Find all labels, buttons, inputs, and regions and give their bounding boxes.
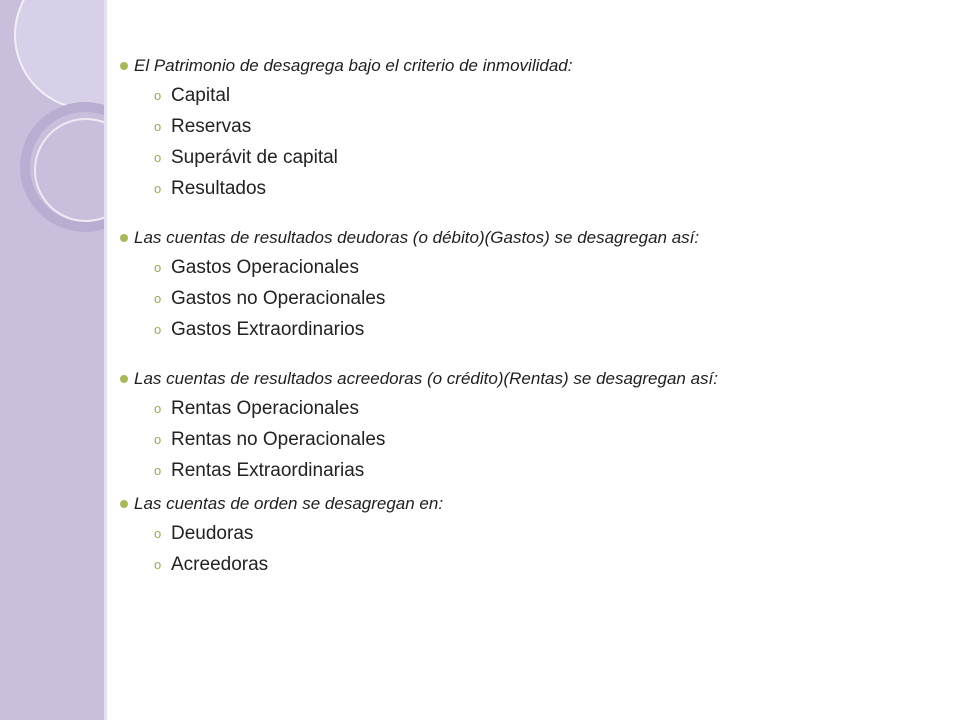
list-item-text: Deudoras [171,523,254,544]
list-item-text: Rentas no Operacionales [171,429,386,450]
list-item-text: Gastos no Operacionales [171,288,386,309]
list-item [120,455,940,486]
list-item [120,80,940,111]
sub-list-container [120,518,940,580]
side-band-edge [104,0,107,720]
list-item-text: Rentas Extraordinarias [171,460,365,481]
section-heading [120,490,940,518]
sub-list [120,393,940,486]
sub-list-container [120,252,940,345]
circle-bullet-icon: o [154,291,162,306]
bullet-dot-icon [120,500,128,508]
section-heading-text: Las cuentas de resultados deudoras (o débito)(Gastos) se desagregan así: [134,228,700,247]
list-item-text: Gastos Operacionales [171,257,359,278]
circle-bullet-icon: o [154,401,162,416]
sub-list-container [120,393,940,486]
list-item [120,424,940,455]
section-gastos [120,224,940,345]
list-item-text: Acreedoras [171,554,269,575]
circle-bullet-icon: o [154,526,162,541]
list-item [120,142,940,173]
decorative-circle [14,0,104,110]
section-heading-text: Las cuentas de orden se desagregan en: [134,494,444,513]
list-item [120,314,940,345]
slide-content [120,52,940,580]
list-item-text: Reservas [171,116,252,137]
section-heading [120,365,940,393]
circle-bullet-icon: o [154,181,162,196]
circle-bullet-icon: o [154,557,162,572]
section-heading [120,52,940,80]
circle-bullet-icon: o [154,88,162,103]
list-item-text: Gastos Extraordinarios [171,319,365,340]
circle-bullet-icon: o [154,432,162,447]
section-heading-text: Las cuentas de resultados acreedoras (o crédito)(Rentas) se desagregan así: [134,369,718,388]
circle-bullet-icon: o [154,150,162,165]
list-item-text: Capital [171,85,231,106]
list-item [120,549,940,580]
decorative-side-band [0,0,104,720]
circle-bullet-icon: o [154,463,162,478]
bullet-dot-icon [120,375,128,383]
sub-list-container [120,80,940,204]
sub-list [120,252,940,345]
list-item [120,173,940,204]
section-heading [120,224,940,252]
sub-list [120,80,940,204]
section-orden [120,490,940,580]
list-item [120,252,940,283]
bullet-dot-icon [120,62,128,70]
list-item-text: Rentas Operacionales [171,398,359,419]
section-rentas [120,365,940,486]
section-patrimonio [120,52,940,204]
circle-bullet-icon: o [154,119,162,134]
circle-bullet-icon: o [154,322,162,337]
list-item [120,518,940,549]
list-item [120,393,940,424]
circle-bullet-icon: o [154,260,162,275]
sub-list [120,518,940,580]
list-item [120,283,940,314]
bullet-dot-icon [120,234,128,242]
section-heading-text: El Patrimonio de desagrega bajo el criterio de inmovilidad: [134,56,573,75]
list-item-text: Superávit de capital [171,147,338,168]
list-item [120,111,940,142]
list-item-text: Resultados [171,178,267,199]
